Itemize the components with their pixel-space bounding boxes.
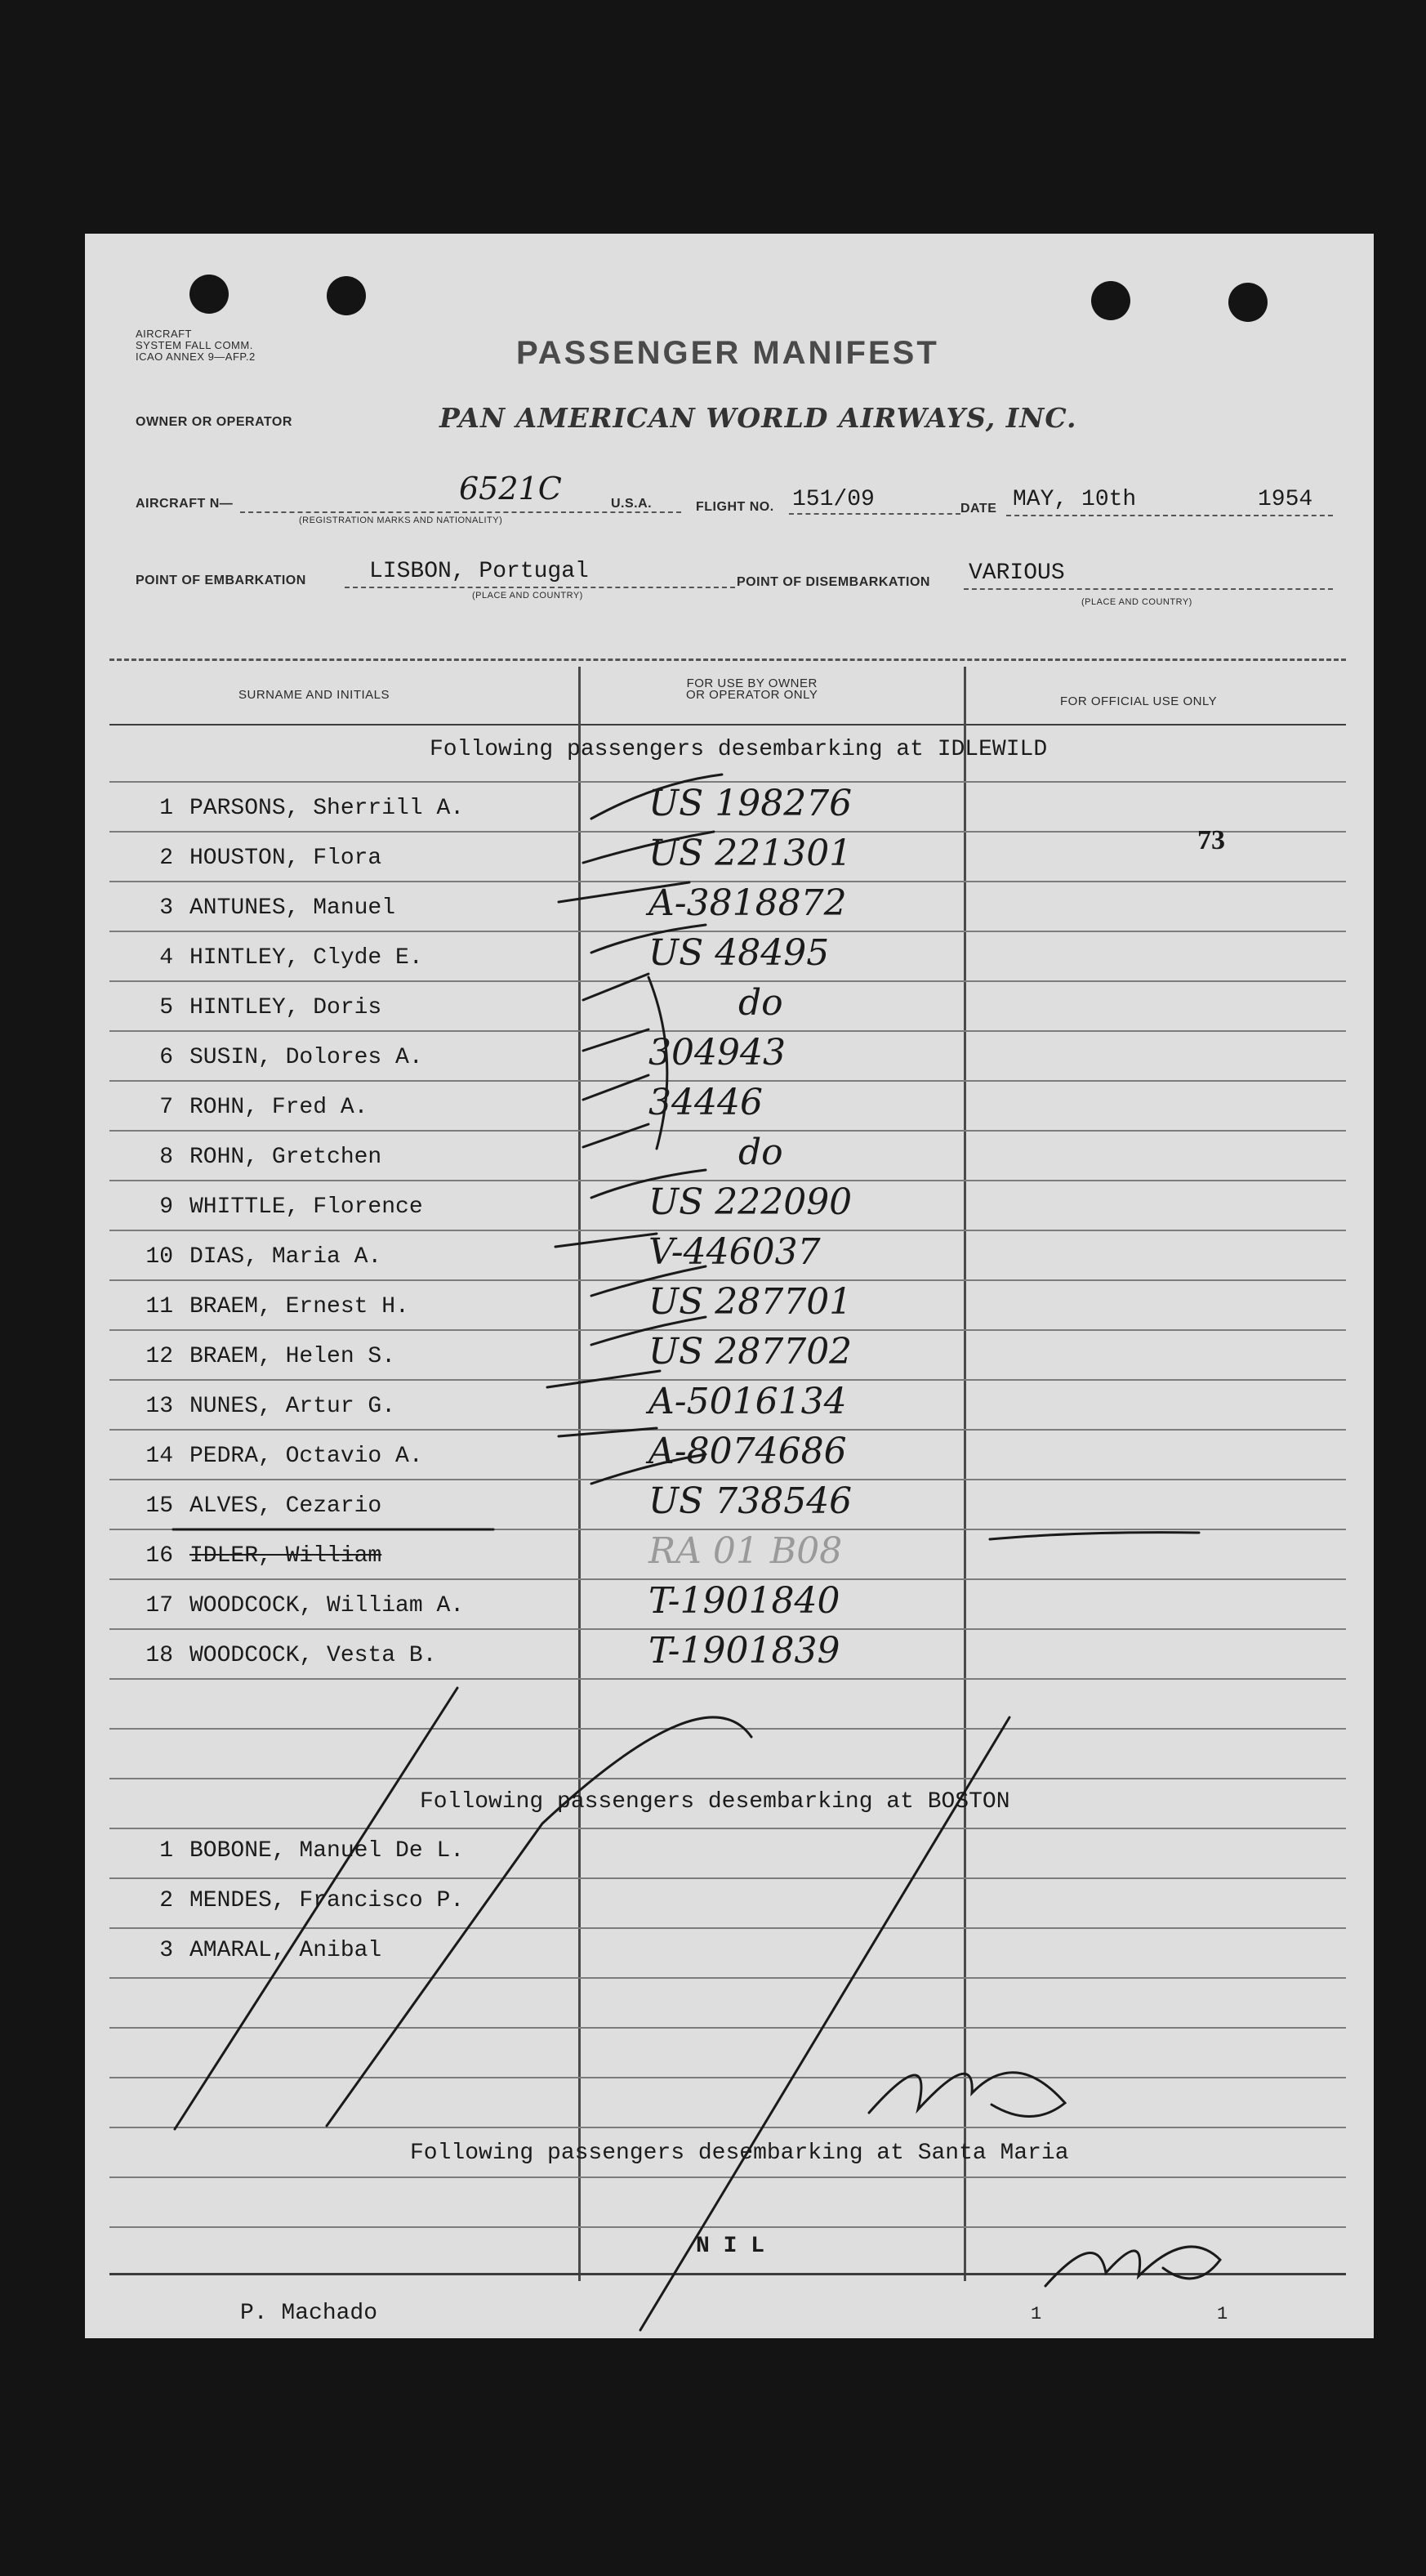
- passport-number: V-446037: [648, 1231, 821, 1273]
- section-heading-idlewild: Following passengers desembarking at IDLEWILD: [430, 737, 1048, 762]
- passenger-name: ANTUNES, Manuel: [189, 895, 396, 921]
- passport-number: US 222090: [648, 1181, 853, 1223]
- passport-number: A-5016134: [648, 1381, 847, 1422]
- passport-number: 34446: [648, 1082, 763, 1123]
- passenger-number: 5: [159, 995, 173, 1020]
- passport-number: US 287702: [648, 1331, 853, 1373]
- page-mark: 1: [1217, 2304, 1228, 2324]
- passport-number: US 738546: [648, 1480, 853, 1522]
- passenger-number: 8: [159, 1145, 173, 1170]
- column-header-surname: SURNAME AND INITIALS: [238, 688, 390, 702]
- date-value: MAY, 10th: [1013, 487, 1137, 512]
- passenger-name: HINTLEY, Clyde E.: [189, 945, 423, 971]
- passenger-name: BRAEM, Ernest H.: [189, 1294, 409, 1319]
- aircraft-number: 6521C: [459, 471, 562, 507]
- passenger-name: HOUSTON, Flora: [189, 846, 382, 871]
- passport-number: RA 01 B08: [648, 1530, 843, 1572]
- passenger-name: PEDRA, Octavio A.: [189, 1444, 423, 1469]
- passport-number: do: [738, 1132, 783, 1173]
- passenger-name: ROHN, Fred A.: [189, 1095, 368, 1120]
- passport-number: US 221301: [648, 833, 853, 874]
- passenger-number: 1: [159, 1838, 173, 1864]
- passport-number: T-1901839: [648, 1630, 840, 1672]
- usa-label: U.S.A.: [611, 497, 653, 511]
- passenger-name: ALVES, Cezario: [189, 1493, 382, 1519]
- embarkation-label: POINT OF EMBARKATION: [136, 574, 306, 587]
- official-mark: 73: [1197, 825, 1225, 855]
- passenger-number: 6: [159, 1045, 173, 1070]
- page-mark: 1: [1031, 2304, 1042, 2324]
- passport-number: T-1901840: [648, 1580, 840, 1622]
- passenger-name: WOODCOCK, William A.: [189, 1593, 465, 1618]
- disembarkation-label: POINT OF DISEMBARKATION: [737, 575, 930, 589]
- passenger-name: NUNES, Artur G.: [189, 1394, 396, 1419]
- passenger-name: SUSIN, Dolores A.: [189, 1045, 423, 1070]
- passenger-name: DIAS, Maria A.: [189, 1244, 382, 1270]
- owner-name: PAN AMERICAN WORLD AIRWAYS, INC.: [439, 402, 1077, 434]
- passport-number: US 287701: [648, 1281, 853, 1323]
- passenger-number: 10: [145, 1244, 173, 1270]
- aircraft-label: AIRCRAFT N—: [136, 497, 234, 511]
- section-heading-boston: Following passengers desembarking at BOSTON: [420, 1789, 1010, 1815]
- passenger-number: 18: [145, 1643, 173, 1668]
- passport-number: A-3818872: [648, 882, 847, 924]
- year-value: 1954: [1258, 487, 1313, 512]
- passenger-number: 2: [159, 846, 173, 871]
- passenger-name: HINTLEY, Doris: [189, 995, 382, 1020]
- passenger-number: 17: [145, 1593, 173, 1618]
- passenger-name: BRAEM, Helen S.: [189, 1344, 396, 1369]
- passenger-name: AMARAL, Anibal: [189, 1938, 382, 1963]
- santa-maria-nil: N I L: [696, 2234, 765, 2259]
- passenger-number: 12: [145, 1344, 173, 1369]
- passport-number: 304943: [648, 1032, 786, 1074]
- passenger-number: 15: [145, 1493, 173, 1519]
- flight-label: FLIGHT NO.: [696, 500, 774, 514]
- passenger-number: 3: [159, 895, 173, 921]
- passenger-name: PARSONS, Sherrill A.: [189, 796, 465, 821]
- date-label: DATE: [960, 502, 997, 516]
- passenger-name: BOBONE, Manuel De L.: [189, 1838, 465, 1864]
- passport-number: US 48495: [648, 932, 830, 974]
- footer-name: P. Machado: [240, 2301, 378, 2326]
- column-header-official: FOR OFFICIAL USE ONLY: [1060, 694, 1218, 708]
- passenger-number: 3: [159, 1938, 173, 1963]
- embarkation-note: (PLACE AND COUNTRY): [472, 591, 583, 600]
- passenger-name: ROHN, Gretchen: [189, 1145, 382, 1170]
- passenger-number: 1: [159, 796, 173, 821]
- section-heading-santa-maria: Following passengers desembarking at Santa Maria: [410, 2141, 1069, 2166]
- passenger-name: WOODCOCK, Vesta B.: [189, 1643, 437, 1668]
- passport-number: do: [738, 982, 783, 1024]
- passenger-name: IDLER, William: [189, 1543, 382, 1569]
- column-header-owner-use: FOR USE BY OWNER OR OPERATOR ONLY: [686, 676, 818, 702]
- passenger-number: 11: [145, 1294, 173, 1319]
- passport-number: US 198276: [648, 783, 853, 824]
- passenger-name: MENDES, Francisco P.: [189, 1888, 465, 1913]
- disembarkation-note: (PLACE AND COUNTRY): [1081, 597, 1192, 607]
- manifest-form: [85, 234, 1374, 2338]
- passenger-number: 7: [159, 1095, 173, 1120]
- passenger-number: 2: [159, 1888, 173, 1913]
- passenger-number: 9: [159, 1194, 173, 1220]
- flight-number: 151/09: [792, 487, 875, 512]
- passenger-number: 16: [145, 1543, 173, 1569]
- disembarkation-value: VARIOUS: [969, 560, 1065, 586]
- pen-strokes: [85, 234, 1374, 2338]
- passenger-number: 4: [159, 945, 173, 971]
- passport-number: A-8074686: [648, 1431, 847, 1472]
- owner-label: OWNER OR OPERATOR: [136, 415, 292, 429]
- passenger-number: 13: [145, 1394, 173, 1419]
- passenger-number: 14: [145, 1444, 173, 1469]
- page-title: PASSENGER MANIFEST: [516, 335, 939, 371]
- embarkation-value: LISBON, Portugal: [369, 559, 589, 584]
- passenger-name: WHITTLE, Florence: [189, 1194, 423, 1220]
- aircraft-note: (REGISTRATION MARKS AND NATIONALITY): [299, 516, 503, 525]
- form-reference: AIRCRAFT SYSTEM FALL COMM. ICAO ANNEX 9—AFP.2: [136, 328, 256, 363]
